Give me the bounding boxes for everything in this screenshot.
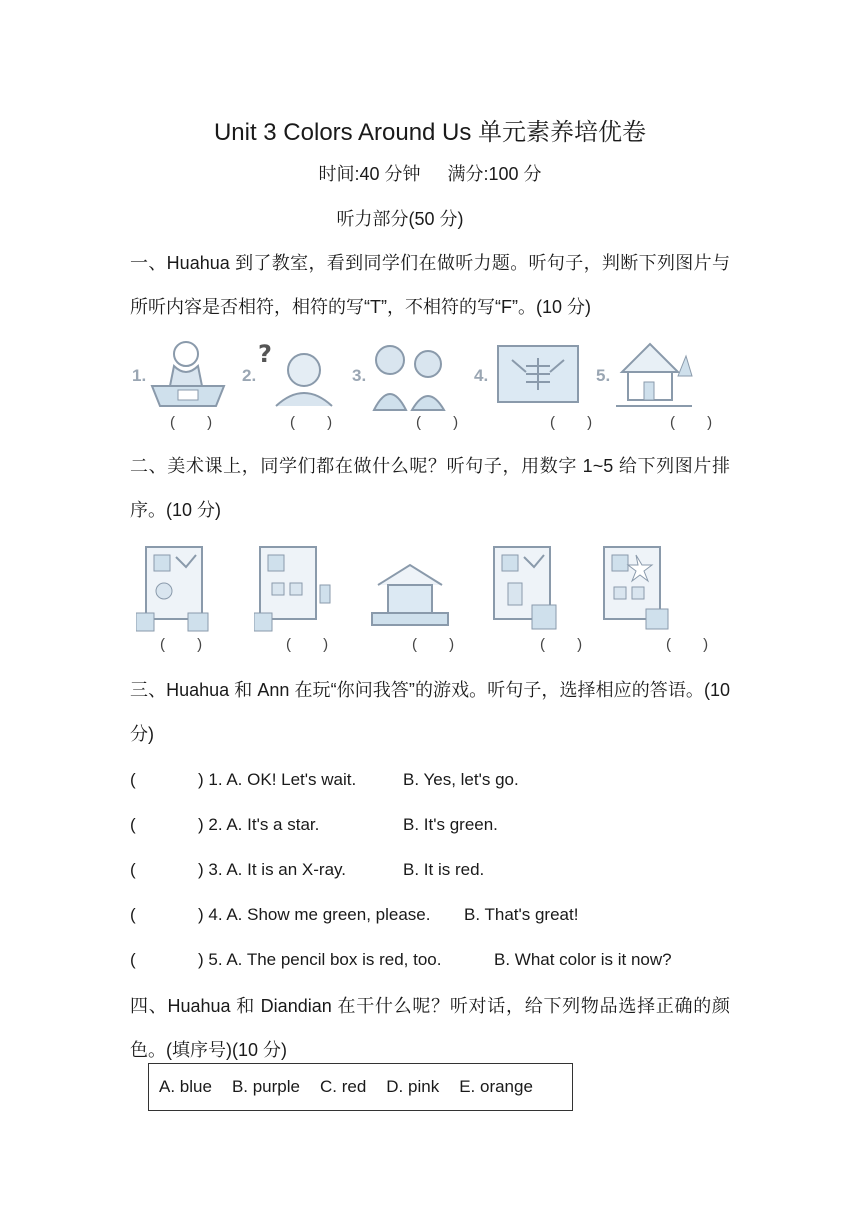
- color-option: C. red: [319, 1077, 367, 1096]
- two-girls-image: [368, 338, 452, 412]
- boy-question-image: [256, 340, 340, 410]
- pic2-number: 2.: [242, 366, 257, 385]
- page-title: Unit 3 Colors Around Us 单元素养培优卷: [213, 119, 647, 146]
- pic4-number: 4.: [474, 366, 489, 385]
- question-option-b: B. That's great!: [464, 905, 579, 924]
- pic1-number: 1.: [132, 366, 147, 385]
- pic5-number: 5.: [596, 366, 611, 385]
- section1-pictures: [130, 336, 730, 436]
- pic2-answer-blank[interactable]: ( ): [290, 414, 347, 431]
- question-row: [130, 950, 672, 970]
- art4-answer-blank[interactable]: ( ): [540, 636, 597, 653]
- section4-instruction: 四、Huahua 和 Diandian 在干什么呢？听对话，给下列物品选择正确的颜色。(填序号)(10 分): [130, 996, 730, 1060]
- answer-blank[interactable]: (: [130, 770, 136, 789]
- part-label: 听力部分(50 分): [336, 209, 464, 229]
- art-picture-2: [254, 543, 334, 633]
- pic3-answer-blank[interactable]: ( ): [416, 414, 473, 431]
- art1-answer-blank[interactable]: ( ): [160, 636, 217, 653]
- question-row: [130, 905, 579, 925]
- color-option: D. pink: [386, 1077, 440, 1096]
- exam-full-score: 满分:100 分: [447, 164, 542, 184]
- pic4-answer-blank[interactable]: ( ): [550, 414, 607, 431]
- section2-pictures: [130, 543, 730, 653]
- question-option-a: ) 3. A. It is an X-ray.: [198, 860, 347, 879]
- color-option: A. blue: [159, 1077, 212, 1096]
- xray-image: [496, 344, 580, 404]
- pic5-answer-blank[interactable]: ( ): [670, 414, 727, 431]
- color-option: E. orange: [459, 1077, 533, 1096]
- section1-instruction: 一、Huahua 到了教室，看到同学们在做听力题。听句子，判断下列图片与所听内容是否相符，相符的写“T”，不相符的写“F”。(10 分): [130, 253, 730, 317]
- question-row: [130, 860, 485, 880]
- answer-blank[interactable]: (: [130, 905, 136, 924]
- child-drawing-image: [148, 336, 228, 410]
- answer-blank[interactable]: (: [130, 815, 136, 834]
- question-option-b: B. It's green.: [403, 815, 498, 834]
- pic3-number: 3.: [352, 366, 367, 385]
- art2-answer-blank[interactable]: ( ): [286, 636, 343, 653]
- pic1-answer-blank[interactable]: ( ): [170, 414, 227, 431]
- answer-blank[interactable]: (: [130, 950, 136, 969]
- exam-meta: [0, 160, 860, 186]
- question-option-b: B. Yes, let's go.: [403, 770, 519, 789]
- question-option-a: ) 1. A. OK! Let's wait.: [198, 770, 357, 789]
- section2-instruction: 二、美术课上，同学们都在做什么呢？听句子，用数字 1~5 给下列图片排序。(10 分): [130, 456, 730, 520]
- art-picture-1: [136, 543, 216, 633]
- snowy-house-image: [614, 336, 694, 412]
- art-picture-4: [486, 543, 566, 633]
- exam-time: 时间:40 分钟: [318, 164, 421, 184]
- question-option-a: ) 4. A. Show me green, please.: [198, 905, 431, 924]
- question-option-a: ) 5. A. The pencil box is red, too.: [198, 950, 442, 969]
- answer-blank[interactable]: (: [130, 860, 136, 879]
- color-options-box: [148, 1063, 573, 1111]
- question-option-b: B. What color is it now?: [494, 950, 672, 969]
- question-option-a: ) 2. A. It's a star.: [198, 815, 320, 834]
- svg-text:?: ?: [258, 340, 272, 368]
- question-row: [130, 815, 498, 835]
- question-row: [130, 770, 519, 790]
- color-option: B. purple: [231, 1077, 300, 1096]
- art-picture-3: [368, 559, 452, 633]
- art5-answer-blank[interactable]: ( ): [666, 636, 723, 653]
- art3-answer-blank[interactable]: ( ): [412, 636, 469, 653]
- section3-instruction: 三、Huahua 和 Ann 在玩“你问我答”的游戏。听句子，选择相应的答语。(10 分): [130, 680, 730, 744]
- question-option-b: B. It is red.: [403, 860, 485, 879]
- art-picture-5: [596, 543, 676, 633]
